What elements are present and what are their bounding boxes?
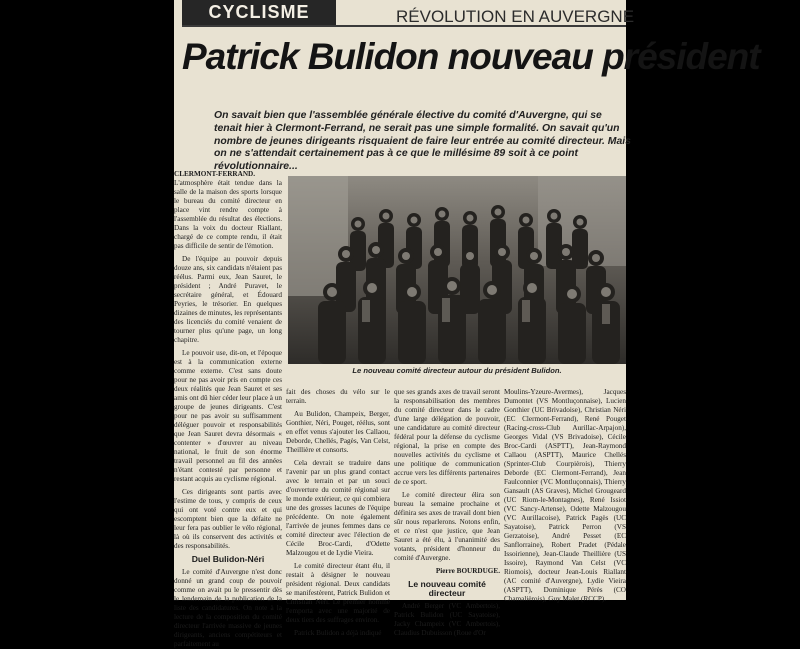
text-column-1 xyxy=(174,170,282,648)
paragraph: que ses grands axes de travail seront la responsabilisation des membres du comité directeur dans le cadre d'une large délégation de pouvoir, une candidature au comité directeur fédéral pour la défense du cyclisme régional, la prise en compte des nouvelles activités du cyclisme et une politique de communication accrue vers les différents partenaires de ce sport. xyxy=(394,388,500,486)
paragraph: Le comité d'Auvergne n'est donc donné un grand coup de pouvoir comme on avait pu le pressentir dès le lendemain de la publication de la liste des candidatures. On note à la lecture de la composition du comité directeur l'arrivée massive de jeunes dirigeants, anciens compétiteurs et parfaitement au xyxy=(174,568,282,648)
subheading: Duel Bulidon-Néri xyxy=(191,554,265,564)
paragraph: fait des choses du vélo sur le terrain. xyxy=(286,388,390,405)
group-photo xyxy=(288,176,626,364)
dateline: CLERMONT-FERRAND. xyxy=(174,170,255,178)
text-column-2 xyxy=(286,388,390,637)
text-column-3 xyxy=(394,388,500,637)
paragraph: Patrick Bulidon a déjà indiqué xyxy=(294,629,382,637)
article-kicker: RÉVOLUTION EN AUVERGNE xyxy=(396,7,635,26)
article-headline: Patrick Bulidon nouveau président xyxy=(182,36,760,77)
paragraph: Le comité directeur étant élu, il restait à désigner le nouveau président régional. Deux candidats se manifestèrent, Patrick Bulidon et Christian Néri. Le premier nommé l'emporta avec une majorité de deux tiers des suffrages environ. xyxy=(286,562,390,624)
paragraph: De l'équipe au pouvoir depuis douze ans, six candidats n'étaient pas réélus. Parmi eux, Jean Sauret, le président ; André Puravet, le secrétaire général, et Édouard Peyries, le trésorier. En quelques dizaines de minutes, les représentants des licenciés du comité venaient de tourner plus qu'une page, un long chapitre. xyxy=(174,255,282,344)
paragraph xyxy=(174,170,282,251)
group-photo-illustration xyxy=(288,176,626,364)
paragraph: André Berger (VC Ambertois), Patrick Bulidon (UC Sayatoise), Jacky Champeix (VC Ambertois), Claudius Dubuisson (Roue d'Or xyxy=(394,602,500,637)
section-rubric: CYCLISME xyxy=(182,0,336,25)
paragraph-text: L'atmosphère était tendue dans la salle de la maison des sports lorsque le bureau du comité directeur en place vint rendre compte à l'assemblée du résultat des élections. Dans la voix du docteur Riallant, chargé de ce compte rendu, il était pas difficile de sentir de l'émotion. xyxy=(174,179,282,250)
paragraph: Moulins-Yzeure-Avermes), Jacques Dumontet (VS Montluçonnaise), Lucien Gonthier (UC Brivadoise), Christian Néri (EC Clermont-Ferrand), René Pouget (Racing-cross-Club Aurillac-Arpajon), Georges Vidal (VS Brivadoise), Cécile Broc-Cardi (ASPTT), Jean-Raymond Callaou (ASPTT), Maurice Chellés (Sprinter-Club Courpièrois), Thierry Deborde (EC Clermont-Ferrand), Jean Faulconnier (VC Montluçonnais), Thierry Gansault (AS Graves), Michel Grougeard (UC Riom-le-Montagnes), René Issiot (VC Sancy-Artense), Odette Malzougou (VC Aurillacoise), Patrick Pagès (UC Sayatoise), Patrick Perron (VS Gerzatoise), André Pesset (EC Sanflorraine), Robert Pradet (Pédale Issoirienne), Jean-Claude Theillière (US Issoire), Raymond Van Celst (VC Riomois), docteur Jean-Louis Riallant (AC comité d'Auvergne), Lydie Vieira (ASPTT), Dominique Pérès (CO Chamalièrois), Guy Malet (RCCP). xyxy=(504,388,626,603)
text-column-4 xyxy=(504,388,626,603)
author-signature: Pierre BOURDUGE. xyxy=(435,567,500,575)
paragraph: Le comité directeur élira son bureau la semaine prochaine et définira ses axes de travail dont bien sûr nous reparlerons. Notons enfin, et ce n'est que justice, que Jean Sauret a été élu, à l'unanimité des votants, président d'honneur du comité d'Auvergne. xyxy=(394,491,500,562)
paragraph: Le pouvoir use, dit-on, et l'époque est à la communication externe comme externe. C'est sans doute pour ne pas avoir pris en compte ces deux réalités que Jean Sauret et ses amis ont dû hier céder leur place à un groupe de jeunes dirigeants. C'est pour ne pas avoir su suffisamment déléguer pouvoir et responsabilités que Jean Sauret devra désormais « contenter » d'œuvrer au niveau national, le fruit de son énorme travail personnel au fil des années n'étant contesté par personne et restant acquis au cyclisme régional. xyxy=(174,349,282,483)
paragraph: Au Bulidon, Champeix, Berger, Gonthier, Néri, Pouget, réélus, sont en effet venus s'ajouter les Callaou, Deborde, Chellés, Pagès, Van Celst, Theillière et consorts. xyxy=(286,410,390,454)
photo-caption: Le nouveau comité directeur autour du président Bulidon. xyxy=(352,366,562,375)
article-lead: On savait bien que l'assemblée générale élective du comité d'Auvergne, qui se tenait hier à Clermont-Ferrand, ne serait pas une simple formalité. On savait qu'un nombre de jeunes dirigeants risquaient de faire leur entrée au comité directeur. Mais on ne s'attendait certainement pas à ce que le millésime 89 soit à ce point révolutionnaire... xyxy=(214,110,631,173)
subheading: Le nouveau comité directeur xyxy=(408,579,486,598)
newspaper-page xyxy=(174,0,760,648)
paragraph: Cela devrait se traduire dans l'avenir par un plus grand contact avec le terrain et par un souci d'ouverture du comité régional sur le monde extérieur, ce qui combiera une des grosses lacunes de l'équipe précédente. On note également l'arrivée de jeunes femmes dans ce comité directeur avec l'élection de Cécile Broc-Cardi, d'Odette Malzougou et de Lydie Vieira. xyxy=(286,459,390,557)
paragraph: Ces dirigeants sont partis avec l'estime de tous, y compris de ceux qui ont voté contre eux et qui escomptent bien que la défaite ne leur fera pas oublier le vélo régional, là où ils conservent des activités et des responsabilités. xyxy=(174,488,282,550)
